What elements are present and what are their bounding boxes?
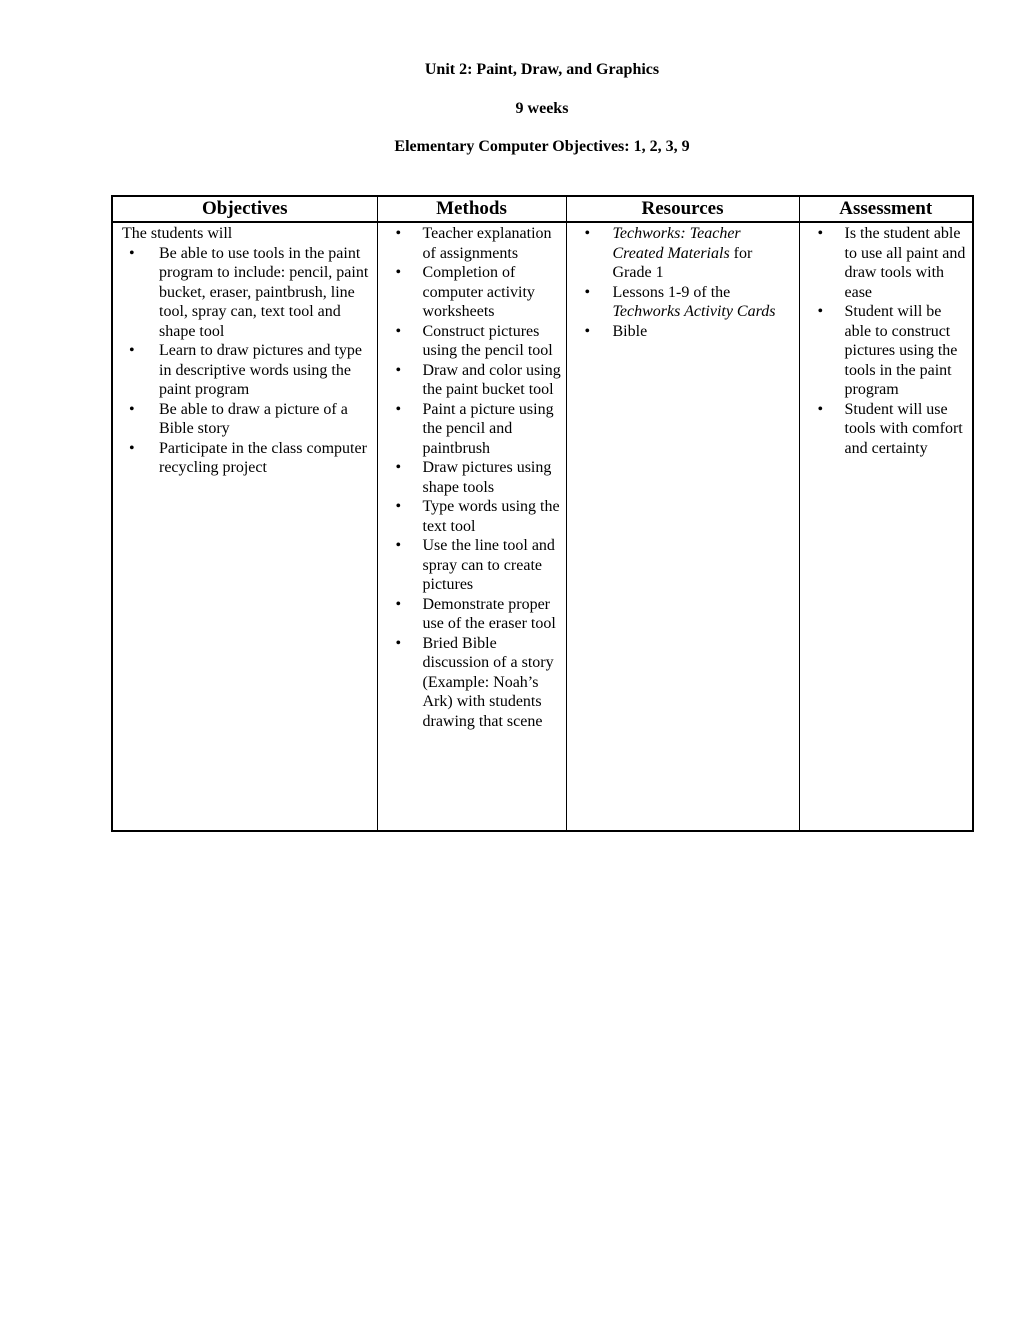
- list-item: • Bible: [571, 322, 795, 342]
- unit-title: Unit 2: Paint, Draw, and Graphics: [424, 61, 660, 78]
- list-item: • Teacher explanation of assignments: [382, 224, 562, 263]
- list-item: • Be able to draw a picture of a Bible story: [117, 400, 373, 439]
- objectives-line: Elementary Computer Objectives: 1, 2, 3, 9: [394, 138, 690, 155]
- list-item: • Paint a picture using the pencil and paintbrush: [382, 400, 562, 459]
- list-item: • Is the student able to use all paint and draw tools with ease: [804, 224, 969, 302]
- list-item: [571, 224, 795, 283]
- list-item: • Bried Bible discussion of a story (Example: Noah’s Ark) with students drawing that scene: [382, 634, 562, 732]
- objectives-cell: [112, 222, 377, 831]
- list-item: • Student will use tools with comfort and certainty: [804, 400, 969, 459]
- resources-list: [571, 224, 795, 341]
- list-item: • Draw and color using the paint bucket tool: [382, 361, 562, 400]
- list-item: • Participate in the class computer recycling project: [117, 439, 373, 478]
- column-header-methods: Methods: [377, 196, 566, 222]
- list-item: • Demonstrate proper use of the eraser tool: [382, 595, 562, 634]
- methods-cell: [377, 222, 566, 831]
- column-header-resources: Resources: [566, 196, 799, 222]
- list-item: • Be able to use tools in the paint program to include: pencil, paint bucket, eraser, paintbrush, line tool, spray can, text tool and shape tool: [117, 244, 373, 342]
- resource-text: Lessons 1-9 of the: [612, 283, 731, 301]
- column-header-assessment: Assessment: [799, 196, 973, 222]
- list-item: • Use the line tool and spray can to create pictures: [382, 536, 562, 595]
- table-header-row: [112, 196, 973, 222]
- list-item: • Learn to draw pictures and type in descriptive words using the paint program: [117, 341, 373, 400]
- list-item: • Draw pictures using shape tools: [382, 458, 562, 497]
- assessment-cell: [799, 222, 973, 831]
- list-item: • Type words using the text tool: [382, 497, 562, 536]
- list-item: • Construct pictures using the pencil tool: [382, 322, 562, 361]
- assessment-list: [804, 224, 969, 458]
- objectives-list: [117, 244, 373, 478]
- list-item: [571, 283, 795, 322]
- resource-title-italic: Techworks Activity Cards: [612, 303, 776, 320]
- resource-text: for Grade 1: [612, 244, 753, 281]
- table-row: [112, 222, 973, 831]
- resource-title-italic: Techworks: Teacher Created Materials: [612, 225, 741, 262]
- methods-list: [382, 224, 562, 731]
- resources-cell: [566, 222, 799, 831]
- column-header-objectives: Objectives: [112, 196, 377, 222]
- lesson-plan-table: [111, 195, 974, 832]
- list-item: • Completion of computer activity worksheets: [382, 263, 562, 322]
- unit-duration: 9 weeks: [515, 100, 569, 117]
- objectives-intro: The students will: [122, 225, 233, 242]
- list-item: • Student will be able to construct pictures using the tools in the paint program: [804, 302, 969, 400]
